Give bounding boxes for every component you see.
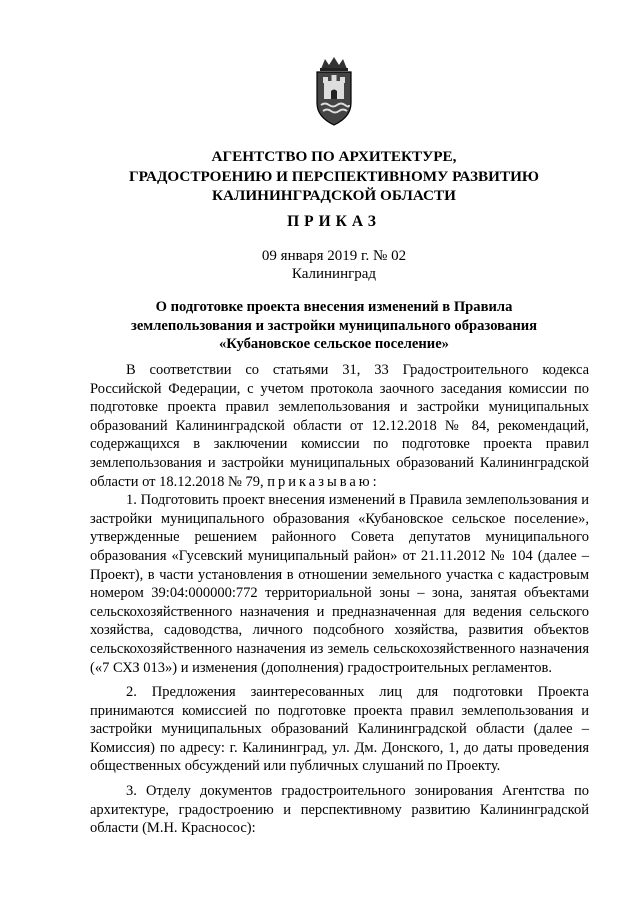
item-2-paragraph: 2. Предложения заинтересованных лиц для подготовки Проекта принимаются комиссией по подготовке проекта правил землепользования и застройки муниципальных образований Калининградской области (далее – Комиссия) по адресу: г. Калининград, ул. Дм. Донского, 1, до даты проведения общественных обсуждений или публичных слушаний по Проекту.	[90, 684, 589, 775]
agency-name	[80, 147, 588, 206]
item-3-paragraph: 3. Отделу документов градостроительного зонирования Агентства по архитектуре, градостроению и перспективному развитию Калининградской области (М.Н. Красносос):	[90, 783, 589, 837]
agency-name-line-2: ГРАДОСТРОЕНИЮ И ПЕРСПЕКТИВНОМУ РАЗВИТИЮ	[128, 167, 539, 185]
order-city: Калининград	[291, 266, 377, 282]
order-title: ПРИКАЗ	[287, 213, 381, 230]
subject-line-3: «Кубановское сельское поселение»	[219, 336, 449, 353]
coat-of-arms-emblem	[311, 55, 357, 127]
agency-name-line-3: КАЛИНИНГРАДСКОЙ ОБЛАСТИ	[212, 187, 456, 204]
item-1-paragraph: 1. Подготовить проект внесения изменений в Правила землепользования и застройки муниципального образования «Кубановское сельское поселение», утвержденные решением районного Совета депутатов муниципального образования «Гусевский муниципальный район» от 21.11.2012 № 104 (далее – Проект), в части установления в отношении земельного участка с кадастровым номером 39:04:000000:772 территориальной зоны – зона, занятая объектами сельскохозяйственного назначения и предназначенная для ведения сельского хозяйства, садоводства, личного подсобного хозяйства, развития объектов сельскохозяйственного назначения из земель сельскохозяйственного назначения («7 СХЗ 013») и изменения (дополнения) градостроительных регламентов.	[90, 492, 589, 676]
subject-line-2: землепользования и застройки муниципального образования	[130, 317, 538, 334]
intro-command: приказываю:	[267, 473, 380, 490]
subject-line-1: О подготовке проекта внесения изменений в Правила	[155, 299, 513, 315]
order-date-number: 09 января 2019 г. № 02	[261, 248, 407, 264]
intro-text: В соответствии со статьями 31, 33 Градостроительного кодекса Российской Федерации, с учетом протокола заочного заседания комиссии по подготовке проекта правил землепользования и застройки муниципальных образований Калининградской области от 12.12.2018 № 84, рекомендаций, содержащихся в заключении комиссии по подготовке проекта правил землепользования и застройки муниципальных образований Калининградской области от 18.12.2018 № 79,	[90, 362, 589, 490]
order-subject	[80, 298, 588, 354]
order-body	[90, 361, 589, 838]
intro-paragraph	[90, 361, 589, 491]
agency-name-line-1: АГЕНТСТВО ПО АРХИТЕКТУРЕ,	[211, 148, 457, 165]
